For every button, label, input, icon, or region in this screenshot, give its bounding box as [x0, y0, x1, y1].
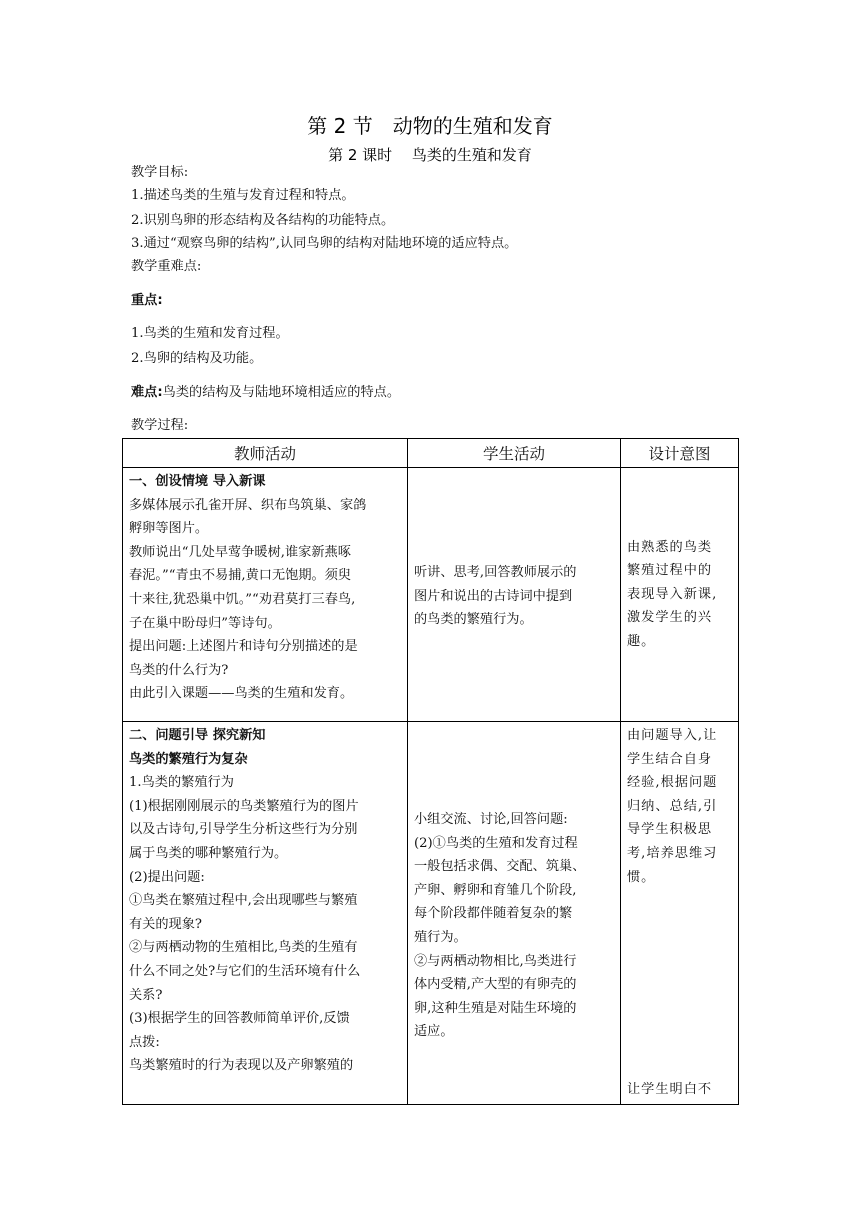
text-line: 有关的现象? [129, 916, 203, 932]
text-line: 什么不同之处?与它们的生活环境有什么 [129, 963, 361, 979]
header-teacher-activity: 教师活动 [123, 439, 408, 468]
text-line: 由熟悉的鸟类 [627, 539, 713, 555]
objective-item: 3.通过“观察鸟卵的结构”,认同鸟卵的结构对陆地环境的适应特点。 [131, 236, 518, 251]
text-line: 鸟类的什么行为? [129, 662, 229, 678]
objectives-label: 教学目标: [131, 165, 189, 180]
design-intent-cell [621, 722, 739, 1105]
header-student-activity: 学生活动 [408, 439, 621, 468]
table-header-row [123, 439, 739, 468]
section-title: 第 2 节 动物的生殖和发育 [307, 114, 553, 138]
text-line: 表现导入新课, [627, 586, 718, 602]
text-line: ②与两栖动物相比,鸟类进行 [414, 953, 577, 969]
objective-item: 2.识别鸟卵的形态结构及各结构的功能特点。 [131, 213, 395, 228]
text-line: 经验,根据问题 [627, 775, 718, 791]
text-line: 小组交流、讨论,回答问题: [414, 812, 568, 827]
row-heading: 二、问题引导 探究新知 [129, 728, 266, 743]
text-line: 激发学生的兴 [627, 610, 713, 626]
text-line: 让学生明白不 [627, 1082, 713, 1098]
text-line: 繁殖过程中的 [627, 563, 713, 579]
objective-item: 1.描述鸟类的生殖与发育过程和特点。 [131, 188, 355, 203]
table-row [123, 468, 739, 722]
text-line: 一般包括求偶、交配、筑巢、 [414, 859, 586, 875]
text-line: ①鸟类在繁殖过程中,会出现哪些与繁殖 [129, 893, 358, 909]
lesson-subtitle: 第 2 课时 鸟类的生殖和发育 [328, 146, 532, 164]
text-line: 由此引入课题——鸟类的生殖和发育。 [129, 686, 354, 702]
text-line: 听讲、思考,回答教师展示的 [414, 565, 577, 581]
text-line: 考,培养思维习 [627, 845, 718, 861]
text-line: 适应。 [414, 1024, 454, 1040]
text-line: 子在巢中盼母归”等诗句。 [129, 615, 281, 631]
text-line: (2)提出问题: [129, 869, 205, 885]
text-line: ②与两栖动物的生殖相比,鸟类的生殖有 [129, 940, 358, 956]
teaching-process-table [122, 438, 739, 1105]
text-line: 多媒体展示孔雀开屏、织布鸟筑巢、家鸽 [129, 497, 367, 513]
text-line: 产卵、孵卵和育雏几个阶段, [414, 882, 577, 898]
key-points-label: 教学重难点: [131, 259, 202, 274]
text-line: 归纳、总结,引 [627, 798, 718, 814]
student-activity-cell [408, 468, 621, 722]
text-line: 属于鸟类的哪种繁殖行为。 [129, 845, 288, 861]
process-label: 教学过程: [131, 418, 189, 433]
text-line: 点拨: [129, 1034, 160, 1050]
text-line: 图片和说出的古诗词中提到 [414, 588, 573, 604]
text-line: 学生结合自身 [627, 751, 713, 767]
text-line: 教师说出“几处早莺争暖树,谁家新燕啄 [129, 544, 351, 560]
focus-item: 2.鸟卵的结构及功能。 [131, 351, 263, 366]
text-line: 体内受精,产大型的有卵壳的 [414, 977, 577, 993]
text-line: (2)①鸟类的生殖和发育过程 [414, 835, 578, 851]
text-line: 鸟类繁殖时的行为表现以及产卵繁殖的 [129, 1058, 354, 1074]
row-subheading: 鸟类的繁殖行为复杂 [129, 751, 248, 767]
text-line: 十来往,犹恐巢中饥。”“劝君莫打三春鸟, [129, 591, 356, 607]
text-line: (1)根据刚刚展示的鸟类繁殖行为的图片 [129, 798, 359, 814]
text-line: 由问题导入,让 [627, 728, 718, 743]
text-line: 关系? [129, 987, 163, 1003]
design-intent-cell [621, 468, 739, 722]
text-line: 卵,这种生殖是对陆生环境的 [414, 1000, 577, 1016]
teacher-activity-cell [123, 468, 408, 722]
difficulty-text: 鸟类的结构及与陆地环境相适应的特点。 [162, 385, 401, 400]
text-line: (3)根据学生的回答教师简单评价,反馈 [129, 1011, 350, 1027]
text-line: 提出问题:上述图片和诗句分别描述的是 [129, 639, 358, 655]
table-row [123, 722, 739, 1105]
text-line: 的鸟类的繁殖行为。 [414, 612, 533, 628]
text-line: 导学生积极思 [627, 822, 713, 838]
focus-item: 1.鸟类的生殖和发育过程。 [131, 326, 289, 341]
text-line: 殖行为。 [414, 929, 467, 945]
student-activity-cell [408, 722, 621, 1105]
header-design-intent: 设计意图 [621, 439, 739, 468]
focus-label: 重点: [131, 293, 163, 308]
text-line: 1.鸟类的繁殖行为 [129, 775, 234, 791]
text-line: 趣。 [627, 633, 656, 649]
text-line: 春泥。”“青虫不易捕,黄口无饱期。须臾 [129, 568, 352, 584]
teacher-activity-cell [123, 722, 408, 1105]
text-line: 惯。 [627, 869, 656, 885]
difficulty-line [131, 384, 400, 402]
difficulty-label: 难点: [131, 385, 163, 400]
text-line: 以及古诗句,引导学生分析这些行为分别 [129, 822, 358, 838]
text-line: 每个阶段都伴随着复杂的繁 [414, 906, 573, 922]
row-heading: 一、创设情境 导入新课 [129, 474, 266, 489]
text-line: 孵卵等图片。 [129, 521, 209, 537]
